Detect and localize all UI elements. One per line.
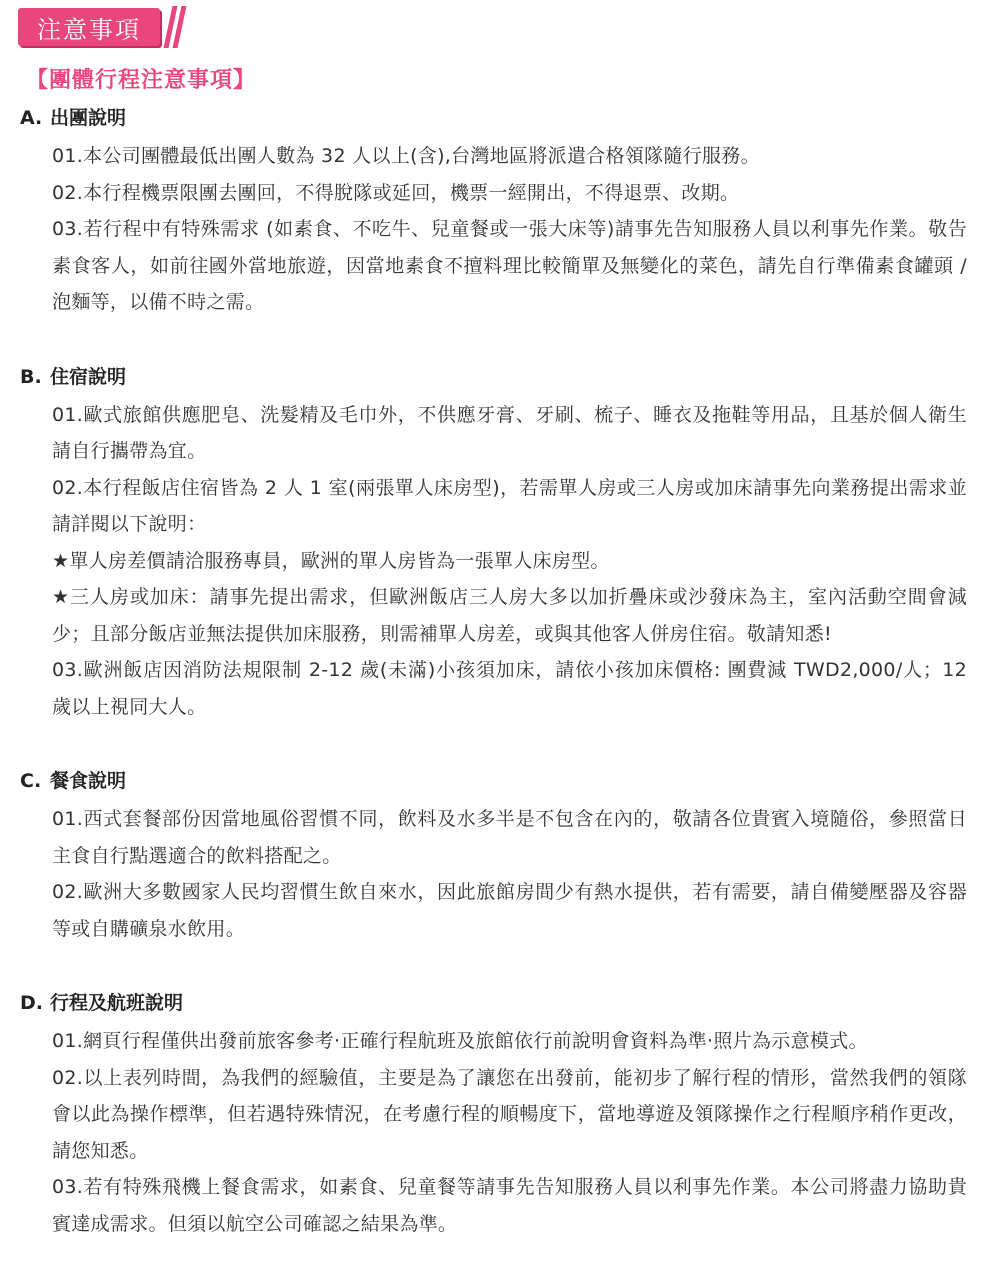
section-title: 行程及航班說明 — [50, 992, 184, 1014]
section-letter: A. — [20, 107, 43, 129]
section-accommodation — [0, 357, 981, 726]
paragraph: ★單人房差價請洽服務專員，歐洲的單人房皆為一張單人床房型。 — [52, 549, 610, 572]
notice-badge — [18, 8, 160, 46]
paragraph: 01.網頁行程僅供出發前旅客參考·正確行程航班及旅館依行前說明會資料為準·照片為示意模式。 — [52, 1030, 868, 1052]
paragraph: 02.本行程飯店住宿皆為 2 人 1 室(兩張單人床房型)，若需單人房或三人房或加床請事先向業務提出需求並請詳閱以下說明： — [52, 476, 967, 535]
section-heading — [20, 983, 981, 1023]
paragraph: 01.本公司團體最低出團人數為 32 人以上(含),台灣地區將派遣合格領隊隨行服務。 — [52, 145, 760, 167]
section-title: 餐食說明 — [50, 770, 127, 792]
section-letter: B. — [20, 365, 42, 388]
section-departure — [0, 98, 981, 321]
section-letter: C. — [20, 770, 42, 792]
section-heading — [20, 98, 981, 138]
paragraph: ★三人房或加床：請事先提出需求，但歐洲飯店三人房大多以加折疊床或沙發床為主，室內活動空間會減少；且部分飯店並無法提供加床服務，則需補單人房差，或與其他客人併房住宿。敬請知悉! — [52, 586, 967, 645]
paragraph: 03.若行程中有特殊需求 (如素食、不吃牛、兒童餐或一張大床等)請事先告知服務人員以利事先作業。敬告素食客人，如前往國外當地旅遊，因當地素食不擅料理比較簡單及無變化的菜色，請先自行準備素食罐頭 / 泡麵等，以備不時之需。 — [52, 218, 967, 313]
paragraph: 02.本行程機票限團去團回，不得脫隊或延回，機票一經開出，不得退票、改期。 — [52, 181, 740, 204]
section-letter: D. — [20, 992, 43, 1014]
notice-content — [0, 98, 981, 1242]
notice-badge-label: 注意事項 — [37, 15, 141, 44]
section-meals — [0, 761, 981, 947]
paragraph: 02.以上表列時間，為我們的經驗值，主要是為了讓您在出發前，能初步了解行程的情形，當然我們的領隊會以此為操作標準，但若遇特殊情況，在考慮行程的順暢度下，當地導遊及領隊操作之行程順序稍作更改，請您知悉。 — [52, 1066, 967, 1162]
section-itinerary-flights — [0, 983, 981, 1242]
section-heading — [20, 357, 981, 397]
section-title: 出團說明 — [50, 107, 127, 129]
paragraph: 03.歐洲飯店因消防法規限制 2-12 歲(未滿)小孩須加床，請依小孩加床價格: 團費減 TWD2,000/人；12 歲以上視同大人。 — [52, 659, 967, 718]
section-heading — [20, 761, 981, 801]
paragraph: 01.歐式旅館供應肥皂、洗髮精及毛巾外，不供應牙膏、牙刷、梳子、睡衣及拖鞋等用品，且基於個人衛生請自行攜帶為宜。 — [52, 403, 967, 462]
paragraph: 02.歐洲大多數國家人民均習慣生飲自來水，因此旅館房間少有熱水提供，若有需要，請自備變壓器及容器等或自購礦泉水飲用。 — [52, 881, 967, 940]
paragraph: 03.若有特殊飛機上餐食需求，如素食、兒童餐等請事先告知服務人員以利事先作業。本公司將盡力協助貴賓達成需求。但須以航空公司確認之結果為準。 — [52, 1176, 967, 1235]
decorative-slash-bars — [164, 6, 188, 48]
paragraph: 01.西式套餐部份因當地風俗習慣不同，飲料及水多半是不包含在內的，敬請各位貴賓入境隨俗，參照當日主食自行點選適合的飲料搭配之。 — [52, 808, 967, 867]
section-title: 住宿說明 — [50, 365, 127, 388]
page-title: 【團體行程注意事項】 — [26, 68, 257, 93]
